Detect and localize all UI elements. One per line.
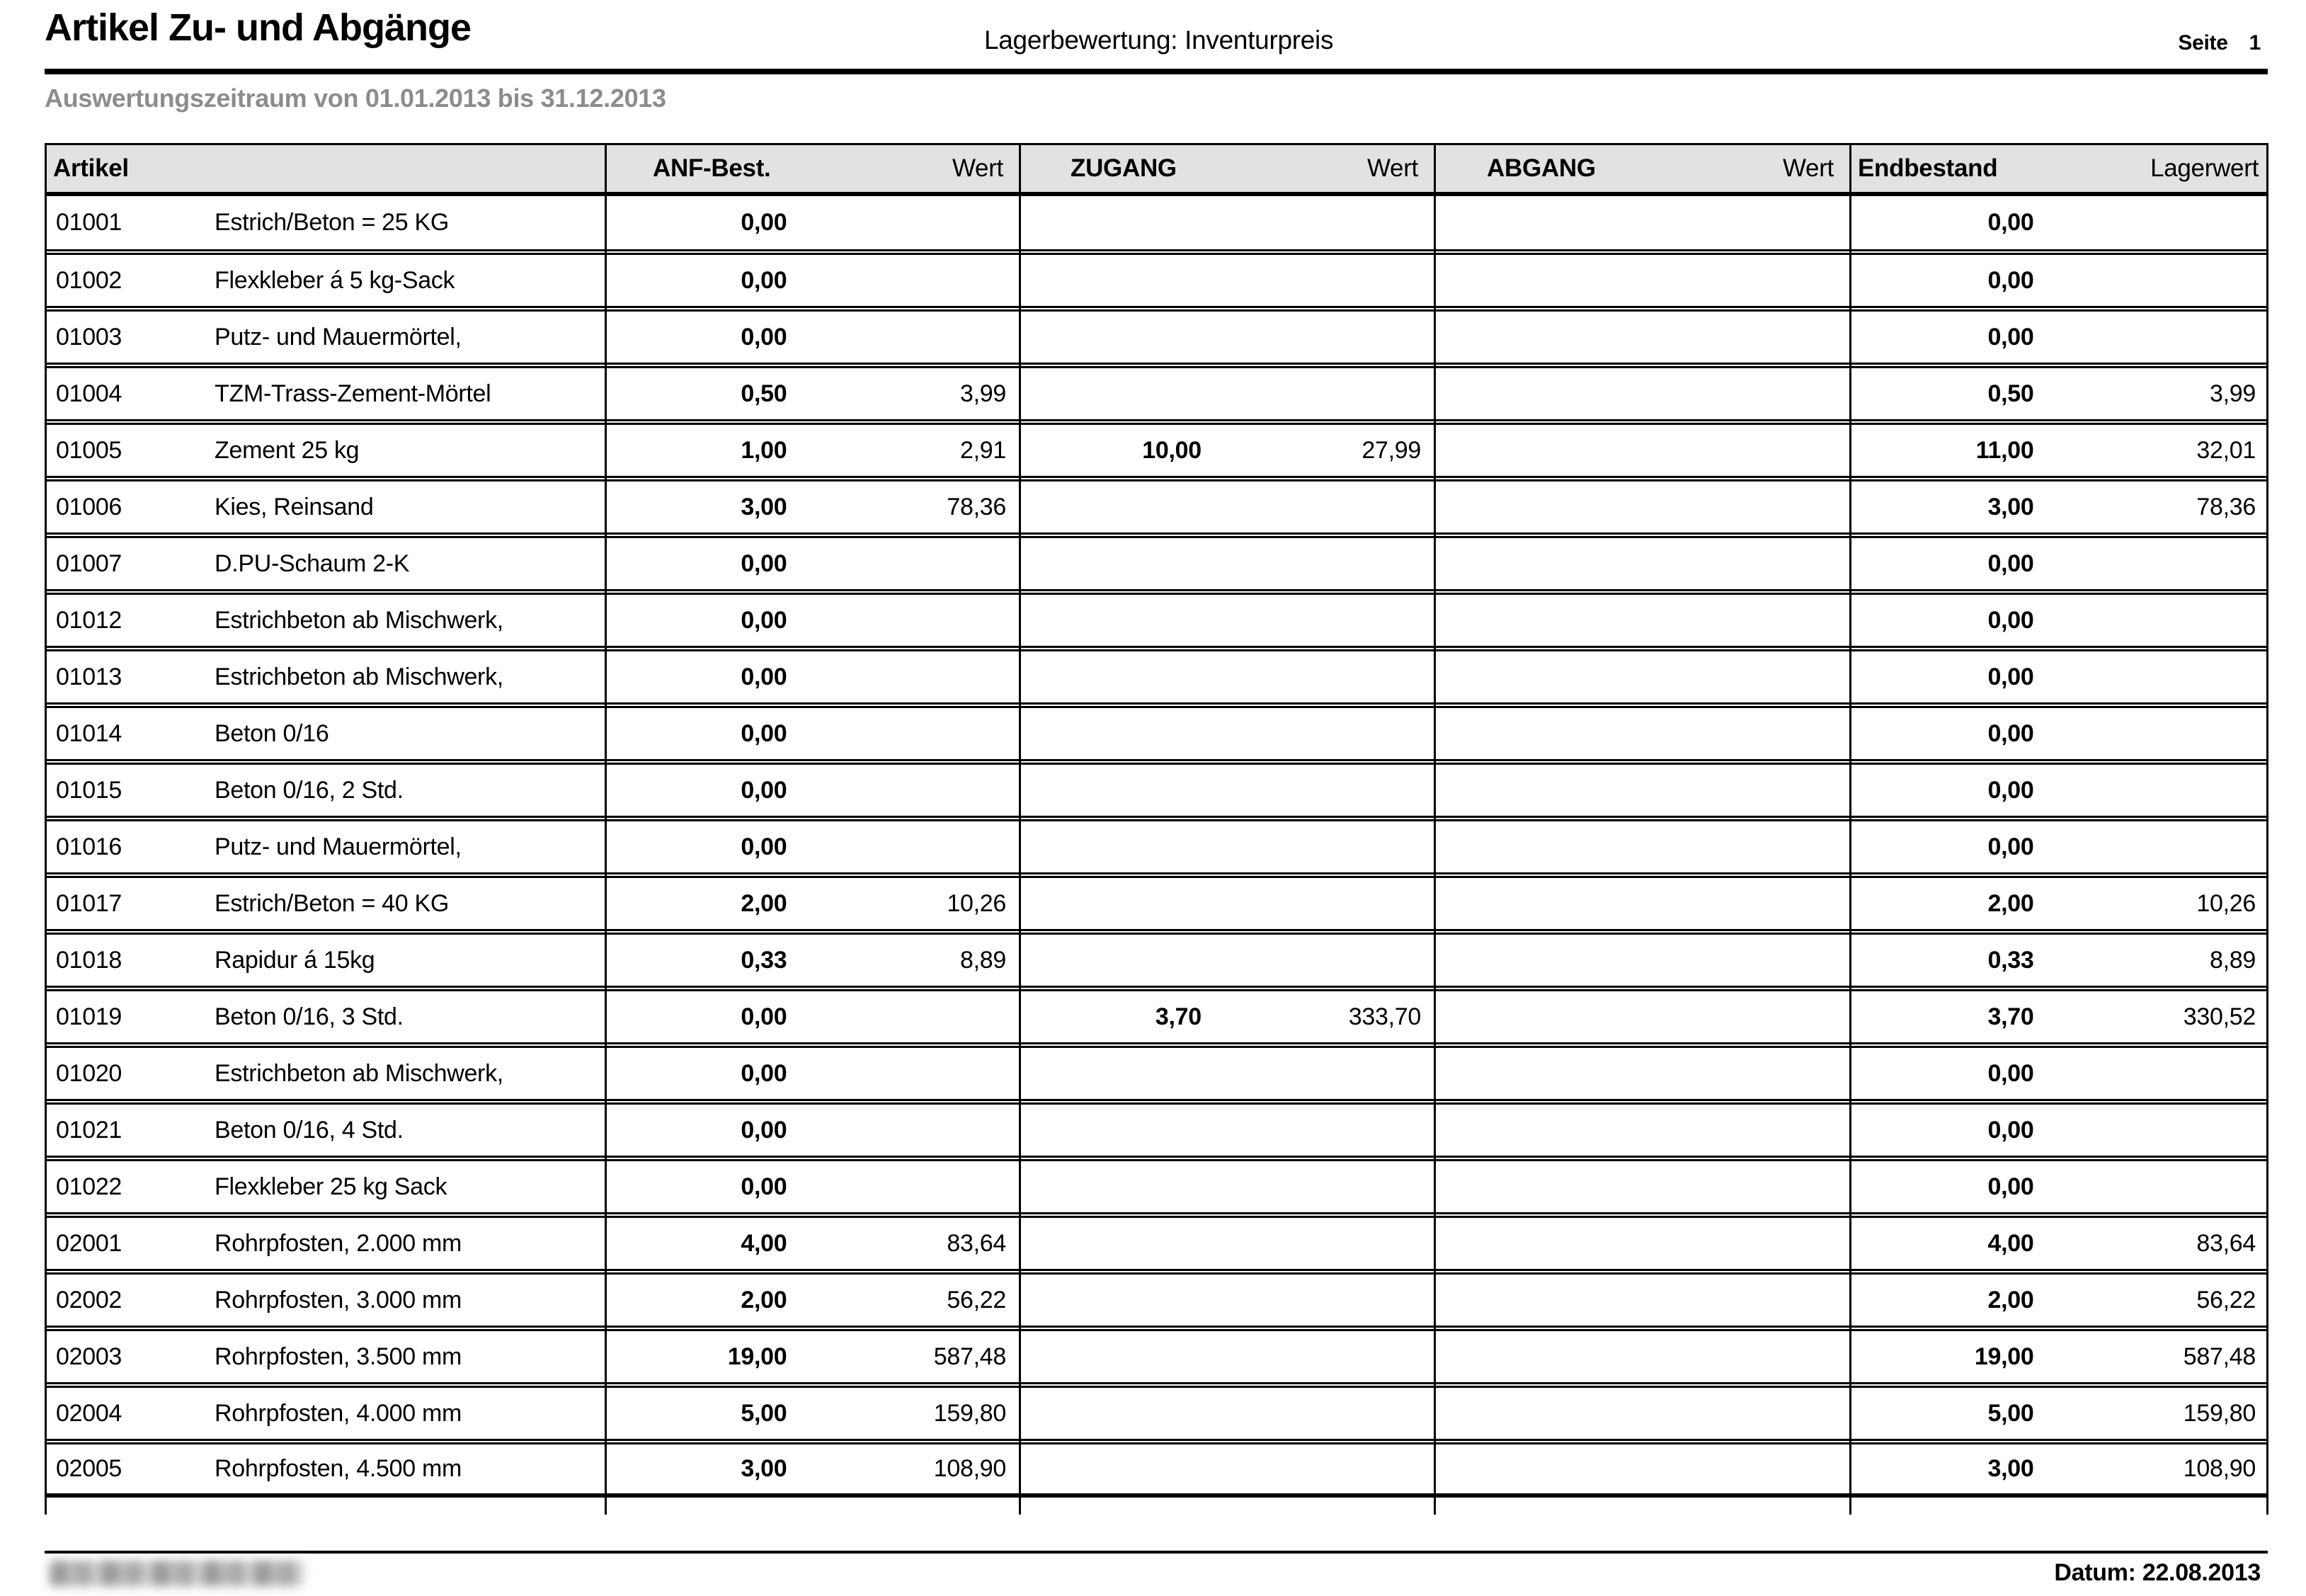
table-row: [45, 536, 2268, 591]
artikel-cell: [45, 935, 605, 986]
end-cell: [1849, 708, 2268, 759]
ab-cell: [1434, 708, 1849, 759]
table-row: [45, 366, 2268, 421]
article-number: 02002: [56, 1286, 122, 1313]
zu-cell: [1019, 1218, 1434, 1269]
anf-cell: [605, 708, 1019, 759]
report-title: Artikel Zu- und Abgänge: [45, 6, 471, 49]
end-cell: [1849, 481, 2268, 532]
end-cell: [1849, 1331, 2268, 1382]
table-row: [45, 1329, 2268, 1384]
anf-cell: [605, 1161, 1019, 1212]
ab-cell: [1434, 821, 1849, 872]
article-name: D.PU-Schaum 2-K: [215, 549, 410, 577]
article-name: Flexkleber 25 kg Sack: [215, 1173, 447, 1200]
article-name: Kies, Reinsand: [215, 493, 374, 520]
ab-cell: [1434, 1048, 1849, 1099]
end-cell: [1849, 1161, 2268, 1212]
end-quantity: 0,00: [1987, 549, 2034, 577]
zu-cell: [1019, 425, 1434, 476]
end-quantity: 2,00: [1987, 889, 2034, 917]
end-cell: [1849, 878, 2268, 929]
article-name: Estrich/Beton = 40 KG: [215, 889, 450, 917]
article-name: Rohrpfosten, 3.000 mm: [215, 1286, 462, 1313]
article-number: 01004: [56, 380, 122, 407]
end-value: 3,99: [2210, 380, 2256, 407]
anf-quantity: 0,00: [741, 549, 787, 577]
abgang-wert-header-label: Wert: [1782, 154, 1834, 182]
table-row: [45, 933, 2268, 988]
article-number: 01014: [56, 719, 122, 747]
anf-cell: [605, 1048, 1019, 1099]
table-row: [45, 649, 2268, 705]
article-number: 02003: [56, 1343, 122, 1370]
anf-cell: [605, 1331, 1019, 1382]
article-name: Rohrpfosten, 4.000 mm: [215, 1399, 462, 1427]
article-number: 01019: [56, 1003, 122, 1030]
anf-quantity: 1,00: [741, 436, 787, 464]
zu-cell: [1019, 1048, 1434, 1099]
table-row: [45, 706, 2268, 761]
anf-quantity: 0,00: [741, 266, 787, 294]
anf-cell: [605, 1218, 1019, 1269]
end-quantity: 2,00: [1987, 1286, 2034, 1313]
end-cell: [1849, 1218, 2268, 1269]
table-body: [45, 196, 2268, 1498]
anf-quantity: 0,00: [741, 1173, 787, 1200]
anf-value: 83,64: [947, 1229, 1006, 1257]
zu-cell: [1019, 538, 1434, 589]
end-cell: [1849, 821, 2268, 872]
anf-quantity: 0,00: [741, 1059, 787, 1087]
article-number: 01018: [56, 946, 122, 974]
zu-cell: [1019, 1275, 1434, 1326]
end-cell: [1849, 196, 2268, 249]
artikel-cell: [45, 991, 605, 1042]
article-number: 01022: [56, 1173, 122, 1200]
article-name: Estrichbeton ab Mischwerk,: [215, 1059, 503, 1087]
article-number: 02001: [56, 1229, 122, 1257]
article-name: Flexkleber á 5 kg-Sack: [215, 266, 455, 294]
footer-date: Datum: 22.08.2013: [2054, 1559, 2261, 1586]
end-quantity: 0,00: [1987, 663, 2034, 690]
artikel-cell: [45, 312, 605, 363]
end-quantity: 0,00: [1987, 606, 2034, 634]
anf-quantity: 0,00: [741, 833, 787, 860]
anf-quantity: 19,00: [727, 1343, 787, 1370]
end-value: 108,90: [2183, 1455, 2256, 1482]
ab-cell: [1434, 312, 1849, 363]
anf-cell: [605, 368, 1019, 419]
zu-value: 333,70: [1348, 1003, 1421, 1030]
artikel-cell: [45, 595, 605, 646]
ab-cell: [1434, 538, 1849, 589]
abgang-header-label: ABGANG: [1487, 154, 1596, 182]
zu-cell: [1019, 595, 1434, 646]
end-value: 587,48: [2183, 1343, 2256, 1370]
artikel-cell: [45, 1161, 605, 1212]
zu-cell: [1019, 651, 1434, 702]
article-number: 01005: [56, 436, 122, 464]
anf-value: 10,26: [947, 889, 1006, 917]
anf-cell: [605, 1105, 1019, 1156]
zu-value: 27,99: [1362, 436, 1421, 464]
end-cell: [1849, 935, 2268, 986]
footer-company-redacted: [50, 1561, 304, 1586]
ab-cell: [1434, 1444, 1849, 1493]
col-header-abgang: [1434, 145, 1849, 192]
artikel-cell: [45, 878, 605, 929]
zu-cell: [1019, 1444, 1434, 1493]
table-row: [45, 819, 2268, 874]
anf-cell: [605, 425, 1019, 476]
artikel-cell: [45, 425, 605, 476]
artikel-cell: [45, 1388, 605, 1439]
end-cell: [1849, 1048, 2268, 1099]
footer-rule: [45, 1551, 2268, 1554]
valuation-label: Lagerbewertung: Inventurpreis: [984, 25, 1334, 55]
col-header-endbestand: [1849, 145, 2268, 192]
table-row: [45, 1386, 2268, 1441]
inventory-table: [45, 143, 2268, 1515]
zugang-header-label: ZUGANG: [1071, 154, 1177, 182]
anf-quantity: 0,00: [741, 606, 787, 634]
end-value: 32,01: [2196, 436, 2256, 464]
anf-cell: [605, 595, 1019, 646]
ab-cell: [1434, 878, 1849, 929]
article-name: Beton 0/16, 3 Std.: [215, 1003, 404, 1030]
article-number: 01013: [56, 663, 122, 690]
artikel-header-label: Artikel: [53, 154, 129, 182]
end-quantity: 3,00: [1987, 493, 2034, 520]
article-name: Beton 0/16, 4 Std.: [215, 1116, 404, 1144]
col-header-zugang: [1019, 145, 1434, 192]
article-name: Rohrpfosten, 4.500 mm: [215, 1455, 462, 1482]
table-row: [45, 989, 2268, 1044]
article-number: 01020: [56, 1059, 122, 1087]
artikel-cell: [45, 765, 605, 816]
end-cell: [1849, 765, 2268, 816]
end-cell: [1849, 425, 2268, 476]
artikel-cell: [45, 821, 605, 872]
end-quantity: 3,00: [1987, 1455, 2034, 1482]
endbestand-header-label: Endbestand: [1858, 154, 1998, 182]
article-name: Beton 0/16: [215, 719, 329, 747]
end-cell: [1849, 538, 2268, 589]
ab-cell: [1434, 368, 1849, 419]
end-quantity: 19,00: [1974, 1343, 2034, 1370]
zu-cell: [1019, 878, 1434, 929]
end-value: 56,22: [2196, 1286, 2256, 1313]
anf-cell: [605, 196, 1019, 249]
anf-quantity: 0,00: [741, 663, 787, 690]
article-name: Beton 0/16, 2 Std.: [215, 776, 404, 804]
zugang-wert-header-label: Wert: [1366, 154, 1418, 182]
ab-cell: [1434, 481, 1849, 532]
table-row: [45, 253, 2268, 308]
page-number: 1: [2249, 31, 2261, 55]
zu-cell: [1019, 821, 1434, 872]
artikel-cell: [45, 1331, 605, 1382]
artikel-cell: [45, 481, 605, 532]
end-quantity: 0,00: [1987, 1059, 2034, 1087]
article-name: Estrich/Beton = 25 KG: [215, 209, 450, 236]
end-value: 78,36: [2196, 493, 2256, 520]
artikel-cell: [45, 1048, 605, 1099]
zu-cell: [1019, 765, 1434, 816]
anf-quantity: 4,00: [741, 1229, 787, 1257]
anf-cell: [605, 1275, 1019, 1326]
zu-cell: [1019, 1105, 1434, 1156]
table-row: [45, 1272, 2268, 1328]
col-header-artikel: [45, 145, 605, 192]
zu-cell: [1019, 1388, 1434, 1439]
article-name: Rohrpfosten, 2.000 mm: [215, 1229, 462, 1257]
table-row: [45, 1159, 2268, 1214]
end-cell: [1849, 651, 2268, 702]
article-number: 01021: [56, 1116, 122, 1144]
table-row: [45, 1442, 2268, 1498]
ab-cell: [1434, 765, 1849, 816]
article-name: Zement 25 kg: [215, 436, 360, 464]
end-cell: [1849, 1388, 2268, 1439]
ab-cell: [1434, 1331, 1849, 1382]
end-cell: [1849, 368, 2268, 419]
anf-value: 56,22: [947, 1286, 1006, 1313]
anf-value: 587,48: [933, 1343, 1006, 1370]
article-name: Rohrpfosten, 3.500 mm: [215, 1343, 462, 1370]
ab-cell: [1434, 255, 1849, 306]
table-row: [45, 309, 2268, 365]
end-quantity: 0,00: [1987, 323, 2034, 350]
anf-wert-header-label: Wert: [952, 154, 1003, 182]
ab-cell: [1434, 425, 1849, 476]
article-name: Putz- und Mauermörtel,: [215, 323, 462, 350]
article-number: 02005: [56, 1455, 122, 1482]
anf-quantity: 2,00: [741, 889, 787, 917]
article-number: 02004: [56, 1399, 122, 1427]
table-row: [45, 196, 2268, 251]
anf-value: 3,99: [960, 380, 1006, 407]
artikel-cell: [45, 196, 605, 249]
title-rule: [45, 69, 2268, 74]
anf-cell: [605, 651, 1019, 702]
artikel-cell: [45, 651, 605, 702]
article-number: 01002: [56, 266, 122, 294]
anf-cell: [605, 481, 1019, 532]
end-cell: [1849, 312, 2268, 363]
lagerwert-header-label: Lagerwert: [2150, 154, 2259, 182]
anf-quantity: 0,00: [741, 323, 787, 350]
anf-cell: [605, 1388, 1019, 1439]
table-cutoff-stub: [45, 1498, 2268, 1515]
anf-cell: [605, 312, 1019, 363]
table-row: [45, 593, 2268, 648]
ab-cell: [1434, 595, 1849, 646]
end-value: 159,80: [2183, 1399, 2256, 1427]
end-quantity: 3,70: [1987, 1003, 2034, 1030]
artikel-cell: [45, 1105, 605, 1156]
article-number: 01001: [56, 209, 122, 236]
ab-cell: [1434, 1161, 1849, 1212]
article-number: 01015: [56, 776, 122, 804]
anf-quantity: 0,33: [741, 946, 787, 974]
anf-quantity: 0,00: [741, 719, 787, 747]
ab-cell: [1434, 935, 1849, 986]
zu-cell: [1019, 196, 1434, 249]
anf-value: 108,90: [933, 1455, 1006, 1482]
zu-cell: [1019, 255, 1434, 306]
end-cell: [1849, 1105, 2268, 1156]
end-quantity: 0,00: [1987, 833, 2034, 860]
article-name: Estrichbeton ab Mischwerk,: [215, 663, 503, 690]
artikel-cell: [45, 708, 605, 759]
anf-quantity: 0,00: [741, 209, 787, 236]
anf-best-header-label: ANF-Best.: [653, 154, 771, 182]
end-cell: [1849, 1444, 2268, 1493]
end-value: 330,52: [2183, 1003, 2256, 1030]
artikel-cell: [45, 1218, 605, 1269]
end-value: 83,64: [2196, 1229, 2256, 1257]
anf-quantity: 2,00: [741, 1286, 787, 1313]
anf-quantity: 0,00: [741, 1116, 787, 1144]
zu-cell: [1019, 1161, 1434, 1212]
anf-quantity: 0,00: [741, 1003, 787, 1030]
zu-cell: [1019, 312, 1434, 363]
end-quantity: 0,00: [1987, 1173, 2034, 1200]
end-cell: [1849, 255, 2268, 306]
end-quantity: 11,00: [1975, 436, 2034, 464]
article-name: Estrichbeton ab Mischwerk,: [215, 606, 503, 634]
table-row: [45, 479, 2268, 535]
ab-cell: [1434, 651, 1849, 702]
artikel-cell: [45, 538, 605, 589]
col-header-anf-best: [605, 145, 1019, 192]
table-row: [45, 1216, 2268, 1271]
end-cell: [1849, 991, 2268, 1042]
end-quantity: 0,00: [1987, 266, 2034, 294]
article-number: 01006: [56, 493, 122, 520]
zu-quantity: 3,70: [1155, 1003, 1201, 1030]
end-quantity: 0,33: [1987, 946, 2034, 974]
anf-cell: [605, 765, 1019, 816]
end-value: 8,89: [2210, 946, 2256, 974]
table-row: [45, 876, 2268, 931]
zu-cell: [1019, 368, 1434, 419]
anf-value: 8,89: [960, 946, 1006, 974]
anf-cell: [605, 538, 1019, 589]
page-indicator: [2178, 31, 2261, 55]
table-header-row: [45, 143, 2268, 196]
anf-cell: [605, 255, 1019, 306]
article-name: Rapidur á 15kg: [215, 946, 375, 974]
artikel-cell: [45, 1444, 605, 1493]
table-row: [45, 423, 2268, 478]
end-quantity: 0,00: [1987, 1116, 2034, 1144]
report-subtitle: Auswertungszeitraum von 01.01.2013 bis 31.12.2013: [45, 84, 666, 113]
zu-cell: [1019, 481, 1434, 532]
table-row: [45, 763, 2268, 818]
article-number: 01007: [56, 549, 122, 577]
anf-cell: [605, 878, 1019, 929]
article-number: 01003: [56, 323, 122, 350]
anf-value: 78,36: [947, 493, 1006, 520]
anf-cell: [605, 935, 1019, 986]
article-number: 01016: [56, 833, 122, 860]
ab-cell: [1434, 991, 1849, 1042]
end-quantity: 4,00: [1987, 1229, 2034, 1257]
article-number: 01017: [56, 889, 122, 917]
ab-cell: [1434, 1275, 1849, 1326]
anf-quantity: 0,00: [741, 776, 787, 804]
zu-cell: [1019, 708, 1434, 759]
anf-value: 2,91: [960, 436, 1006, 464]
anf-quantity: 5,00: [741, 1399, 787, 1427]
ab-cell: [1434, 1388, 1849, 1439]
end-quantity: 0,00: [1987, 209, 2034, 236]
table-row: [45, 1102, 2268, 1158]
zu-cell: [1019, 935, 1434, 986]
zu-quantity: 10,00: [1142, 436, 1201, 464]
anf-quantity: 0,50: [741, 380, 787, 407]
article-name: TZM-Trass-Zement-Mörtel: [215, 380, 491, 407]
article-name: Putz- und Mauermörtel,: [215, 833, 462, 860]
page-label: Seite: [2178, 31, 2228, 55]
artikel-cell: [45, 255, 605, 306]
artikel-cell: [45, 1275, 605, 1326]
end-quantity: 0,00: [1987, 719, 2034, 747]
ab-cell: [1434, 196, 1849, 249]
end-quantity: 0,00: [1987, 776, 2034, 804]
end-cell: [1849, 595, 2268, 646]
end-quantity: 0,50: [1987, 380, 2034, 407]
end-value: 10,26: [2196, 889, 2256, 917]
anf-value: 159,80: [933, 1399, 1006, 1427]
anf-cell: [605, 1444, 1019, 1493]
anf-quantity: 3,00: [741, 493, 787, 520]
anf-cell: [605, 821, 1019, 872]
artikel-cell: [45, 368, 605, 419]
zu-cell: [1019, 991, 1434, 1042]
anf-cell: [605, 991, 1019, 1042]
end-cell: [1849, 1275, 2268, 1326]
anf-quantity: 3,00: [741, 1455, 787, 1482]
end-quantity: 5,00: [1987, 1399, 2034, 1427]
ab-cell: [1434, 1218, 1849, 1269]
ab-cell: [1434, 1105, 1849, 1156]
zu-cell: [1019, 1331, 1434, 1382]
table-row: [45, 1046, 2268, 1101]
article-number: 01012: [56, 606, 122, 634]
